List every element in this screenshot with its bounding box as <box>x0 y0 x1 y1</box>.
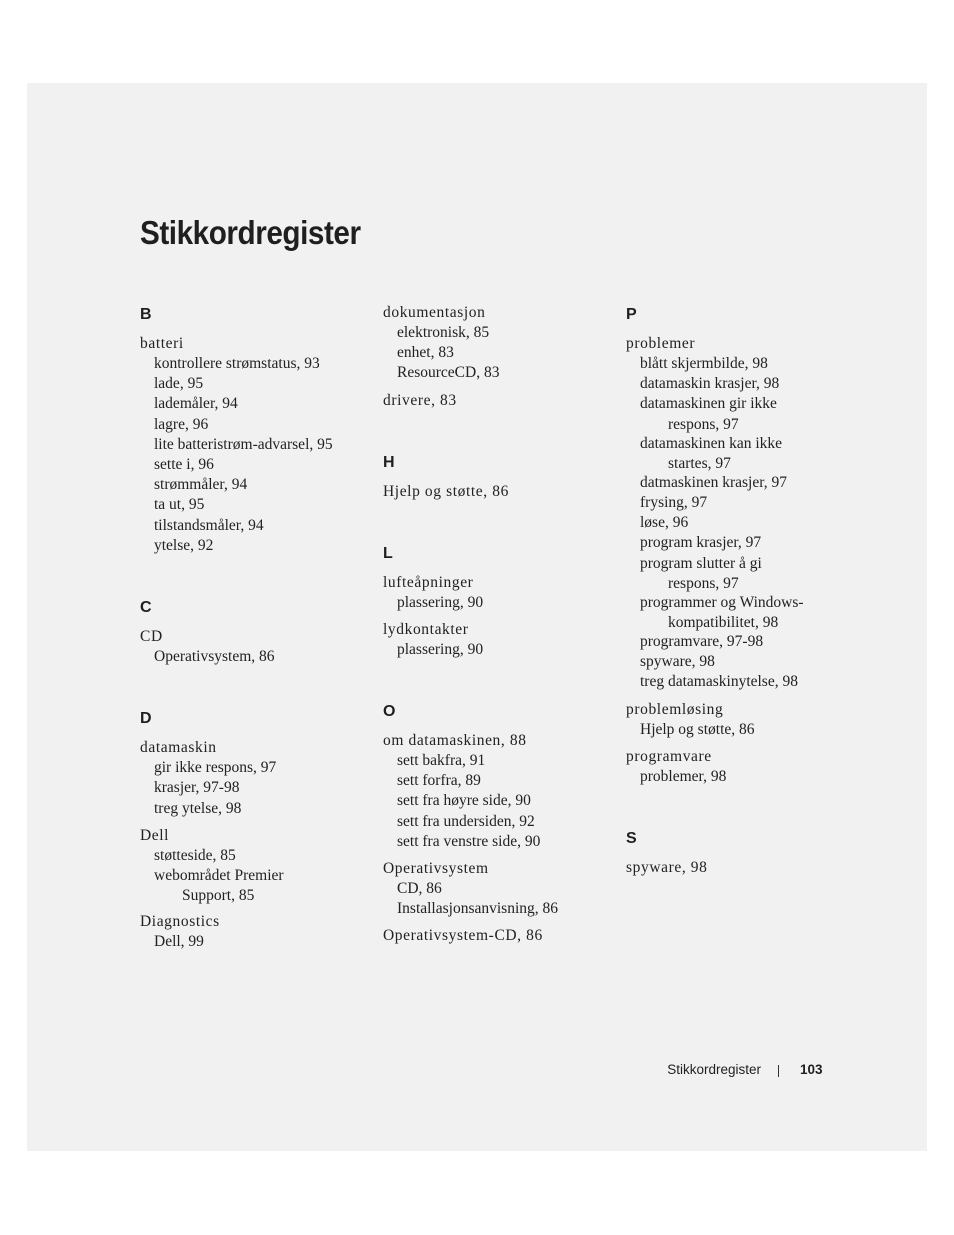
section-letter: O <box>383 703 396 721</box>
index-column-3 <box>626 305 856 920</box>
index-entry <box>140 627 370 667</box>
index-term: datamaskin <box>140 739 217 757</box>
index-subentry <box>383 593 613 613</box>
index-entry <box>626 700 856 740</box>
subentry-text: ytelse, 92 <box>154 536 214 554</box>
subentry-text: sett forfra, 89 <box>397 772 481 790</box>
index-subentry <box>626 672 856 692</box>
subentry-text: treg ytelse, 98 <box>154 799 242 817</box>
subentry-text: plassering, 90 <box>397 640 484 658</box>
subentry-text: lade, 95 <box>154 375 204 393</box>
index-subentry <box>626 554 856 593</box>
subentry-continuation: respons, 97 <box>668 415 739 433</box>
section-letter: S <box>626 830 637 848</box>
index-term: CD <box>140 628 163 646</box>
subentry-text: treg datamaskinytelse, 98 <box>640 673 798 691</box>
subentry-text: CD, 86 <box>397 880 442 898</box>
index-term: Dell <box>140 826 170 844</box>
subentry-text: blått skjermbilde, 98 <box>640 355 768 372</box>
index-term: spyware, 98 <box>626 859 708 877</box>
index-entry <box>140 912 370 952</box>
index-subentry <box>140 354 370 374</box>
subentry-text: lademåler, 94 <box>154 395 238 413</box>
index-subentry <box>140 475 370 495</box>
index-term: dokumentasjon <box>383 304 486 321</box>
section-letter: L <box>383 544 393 562</box>
subentry-text: spyware, 98 <box>640 653 715 671</box>
subentry-text: kontrollere strømstatus, 93 <box>154 355 320 372</box>
index-subentry <box>140 495 370 515</box>
subentry-text: Operativsystem, 86 <box>154 648 275 666</box>
subentry-text: ta ut, 95 <box>154 496 205 514</box>
index-subentry <box>626 533 856 553</box>
subentry-text: Dell, 99 <box>154 933 204 951</box>
index-subentry <box>140 455 370 475</box>
index-entry <box>626 858 856 878</box>
footer-separator <box>778 1065 779 1077</box>
index-section <box>383 544 613 660</box>
subentry-text: sett fra venstre side, 90 <box>397 832 541 850</box>
index-subentry <box>383 879 613 899</box>
index-term: problemer <box>626 335 696 352</box>
index-subentry <box>626 374 856 394</box>
index-subentry <box>626 434 856 473</box>
index-entry <box>383 731 613 852</box>
subentry-text: frysing, 97 <box>640 494 708 512</box>
subentry-text: datamaskinen gir ikke <box>640 395 777 413</box>
index-subentry <box>383 899 613 919</box>
index-subentry <box>626 473 856 493</box>
index-subentry <box>140 647 370 667</box>
subentry-text: sett bakfra, 91 <box>397 752 486 770</box>
subentry-text: problemer, 98 <box>640 767 727 785</box>
index-entry <box>140 738 370 819</box>
index-term: Diagnostics <box>140 913 220 931</box>
index-term: lydkontakter <box>383 620 469 638</box>
index-entry <box>140 334 370 556</box>
index-subentry <box>140 799 370 819</box>
index-subentry <box>383 832 613 852</box>
index-term: lufteåpninger <box>383 573 474 591</box>
index-subentry <box>383 640 613 660</box>
section-letter: D <box>140 710 152 728</box>
index-subentry <box>626 632 856 652</box>
subentry-text: ResourceCD, 83 <box>397 364 500 382</box>
index-subentry <box>383 751 613 771</box>
subentry-text: støtteside, 85 <box>154 846 236 864</box>
subentry-text: programmer og Windows- <box>640 593 804 611</box>
index-section <box>626 305 856 787</box>
index-subentry <box>626 720 856 740</box>
subentry-text: programvare, 97-98 <box>640 633 764 651</box>
subentry-text: program krasjer, 97 <box>640 534 762 552</box>
subentry-text: webområdet Premier <box>154 867 284 885</box>
index-entry <box>383 926 613 946</box>
index-subentry <box>626 394 856 433</box>
index-section <box>383 303 613 411</box>
index-subentry <box>383 323 613 343</box>
index-subentry <box>140 778 370 798</box>
subentry-continuation: kompatibilitet, 98 <box>668 614 779 632</box>
subentry-text: tilstandsmåler, 94 <box>154 516 264 534</box>
index-entry <box>383 391 613 411</box>
index-term: programvare <box>626 747 712 765</box>
subentry-text: løse, 96 <box>640 514 689 532</box>
index-subentry <box>626 593 856 632</box>
subentry-text: Installasjonsanvisning, 86 <box>397 900 559 918</box>
index-subentry <box>140 758 370 778</box>
index-section <box>140 305 370 556</box>
subentry-text: lite batteristrøm-advarsel, 95 <box>154 435 333 453</box>
index-term: Operativsystem-CD, 86 <box>383 927 543 945</box>
index-term: om datamaskinen, 88 <box>383 732 527 750</box>
index-subentry <box>140 394 370 414</box>
subentry-continuation: Support, 85 <box>182 887 255 905</box>
index-term: batteri <box>140 335 184 352</box>
subentry-text: gir ikke respons, 97 <box>154 759 277 777</box>
index-subentry <box>383 791 613 811</box>
index-subentry <box>383 363 613 383</box>
index-term: problemløsing <box>626 700 724 718</box>
index-entry <box>383 620 613 660</box>
subentry-text: sett fra høyre side, 90 <box>397 792 531 810</box>
index-subentry <box>626 767 856 787</box>
index-section <box>383 702 613 946</box>
index-entry <box>383 573 613 613</box>
index-entry <box>383 859 613 919</box>
index-section <box>140 709 370 952</box>
subentry-continuation: startes, 97 <box>668 454 731 472</box>
index-column-1 <box>140 305 370 994</box>
index-subentry <box>140 932 370 952</box>
index-subentry <box>140 374 370 394</box>
subentry-text: plassering, 90 <box>397 593 484 611</box>
index-entry <box>383 482 613 502</box>
page-number: 103 <box>800 1062 823 1077</box>
index-subentry <box>383 812 613 832</box>
index-section <box>383 453 613 502</box>
index-term: Operativsystem <box>383 860 489 878</box>
index-entry <box>140 826 370 905</box>
index-subentry <box>626 354 856 374</box>
footer-label: Stikkordregister <box>667 1062 761 1077</box>
index-subentry <box>140 846 370 866</box>
index-subentry <box>626 513 856 533</box>
subentry-text: datmaskinen krasjer, 97 <box>640 473 788 491</box>
page-footer <box>0 1062 954 1080</box>
section-letter: H <box>383 453 395 471</box>
subentry-text: datamaskinen kan ikke <box>640 434 783 452</box>
subentry-text: sett fra undersiden, 92 <box>397 812 535 830</box>
subentry-text: strømmåler, 94 <box>154 476 248 494</box>
index-subentry <box>140 415 370 435</box>
index-subentry <box>383 343 613 363</box>
subentry-text: lagre, 96 <box>154 415 209 433</box>
index-section <box>626 829 856 878</box>
subentry-text: program slutter å gi <box>640 554 762 572</box>
subentry-continuation: respons, 97 <box>668 574 739 592</box>
index-subentry <box>140 516 370 536</box>
section-letter: P <box>626 306 637 323</box>
index-entry <box>626 747 856 787</box>
index-entry <box>626 334 856 693</box>
subentry-text: sette i, 96 <box>154 456 214 474</box>
index-subentry <box>626 493 856 513</box>
index-subentry <box>140 536 370 556</box>
index-term: drivere, 83 <box>383 391 457 409</box>
subentry-text: datamaskin krasjer, 98 <box>640 375 780 393</box>
subentry-text: Hjelp og støtte, 86 <box>640 720 755 738</box>
page-title: Stikkordregister <box>140 214 361 251</box>
subentry-text: krasjer, 97-98 <box>154 779 240 797</box>
index-entry <box>383 303 613 384</box>
subentry-text: enhet, 83 <box>397 344 454 362</box>
index-section <box>140 598 370 667</box>
section-letter: B <box>140 306 152 323</box>
index-subentry <box>383 771 613 791</box>
index-subentry <box>626 652 856 672</box>
index-term: Hjelp og støtte, 86 <box>383 482 509 500</box>
section-letter: C <box>140 599 152 617</box>
index-subentry <box>140 435 370 455</box>
index-column-2 <box>383 303 613 988</box>
subentry-text: elektronisk, 85 <box>397 324 490 341</box>
index-subentry <box>140 866 370 905</box>
